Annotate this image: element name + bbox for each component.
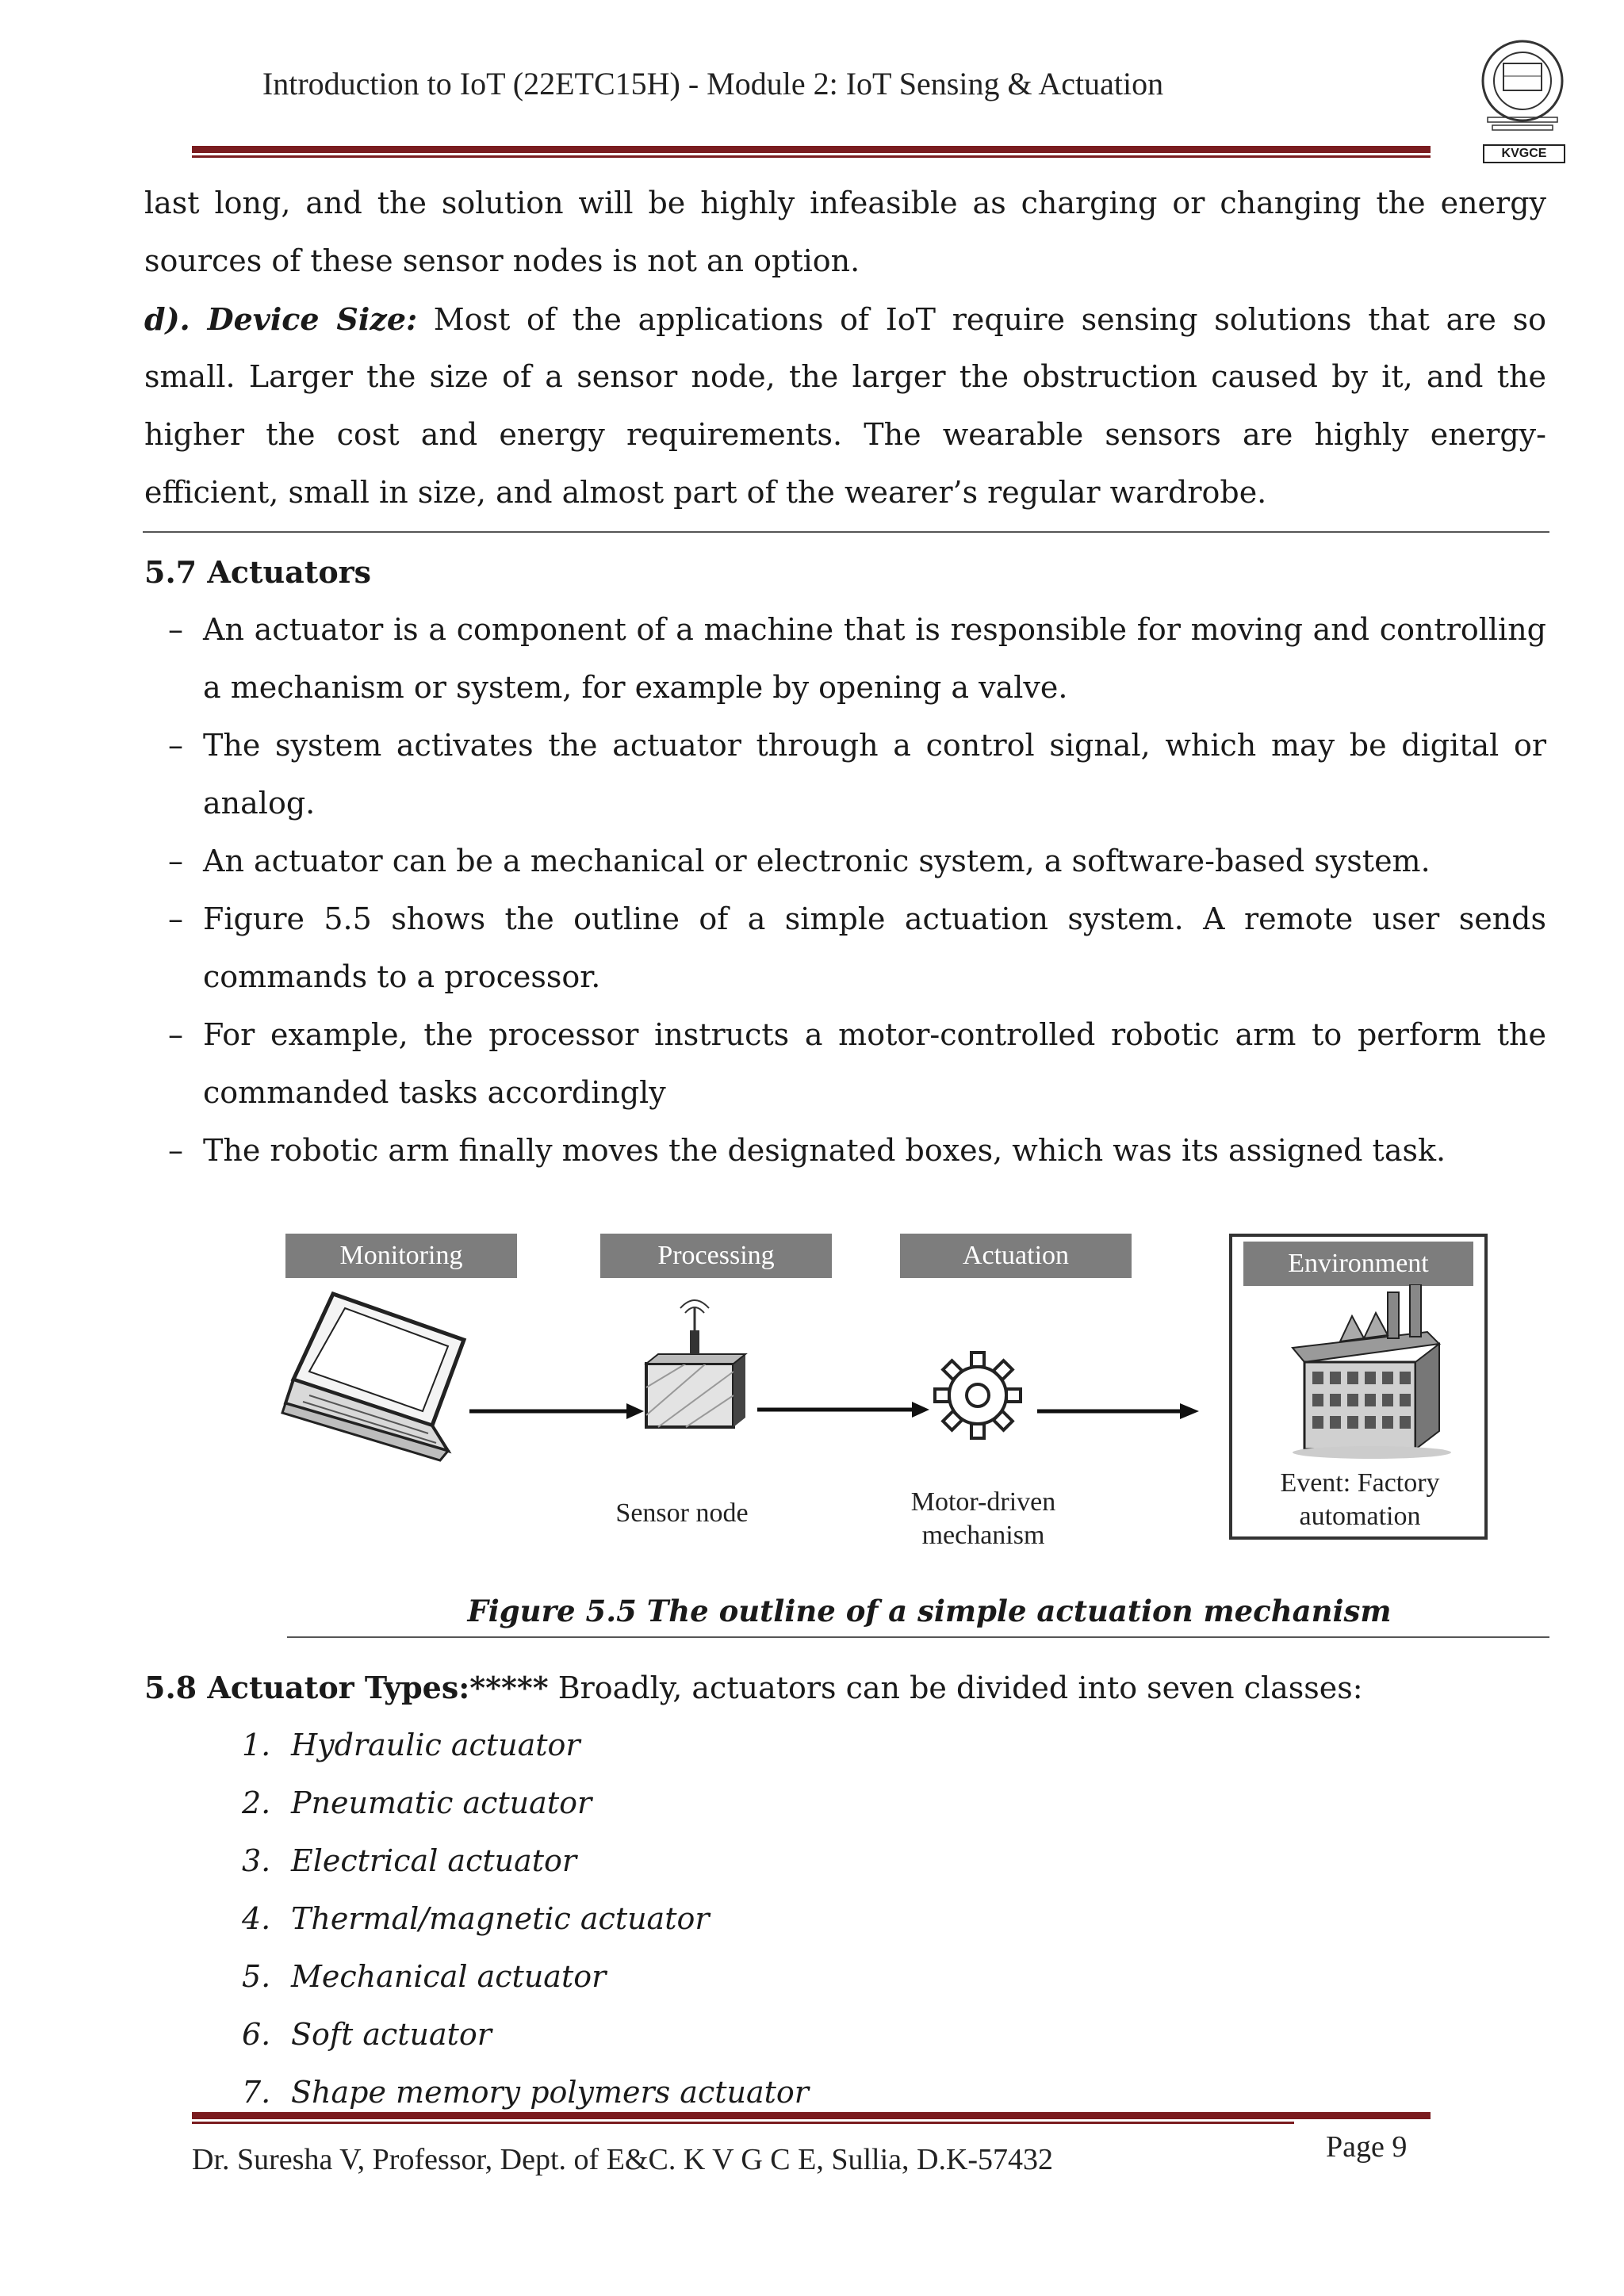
bullet-item [168, 832, 1546, 890]
list-item [242, 1948, 606, 2006]
figure-caption-rule [287, 1636, 1549, 1638]
device-size-label: d). Device Size: [144, 301, 418, 337]
motor-caption-line-2: mechanism [921, 1521, 1045, 1550]
bullet-item [168, 1122, 1546, 1180]
bullet-text: An actuator can be a mechanical or electronic system, a software-based system. [203, 844, 1431, 878]
laptop-icon [282, 1294, 464, 1460]
arrow-head [626, 1403, 644, 1419]
list-label: Thermal/magnetic actuator [291, 1901, 710, 1936]
bullet-text: An actuator is a component of a machine that is responsible for moving and controlling a mechanism or system, for example by opening a valve. [203, 612, 1546, 705]
device-size-line-3: higher the cost and energy requirements. The wearable sensors are highly energy- [144, 417, 1546, 452]
bullet-text: For example, the processor instructs a motor-controlled robotic arm to perform the commanded tasks accordingly [203, 1017, 1546, 1110]
college-logo [1469, 35, 1576, 162]
sensor-node-caption: Sensor node [615, 1498, 749, 1528]
sensor-node-icon [646, 1300, 745, 1427]
footer-author: Dr. Suresha V, Professor, Dept. of E&C. K V G C E, Sullia, D.K-57432 [192, 2143, 1054, 2176]
list-item [242, 2006, 492, 2064]
figure-caption: Figure 5.5 The outline of a simple actuation mechanism [467, 1594, 1392, 1628]
figure-label-monitoring: Monitoring [285, 1234, 517, 1278]
section-heading-actuator-types: 5.8 Actuator Types:***** [144, 1670, 549, 1705]
footer-rule-thin [192, 2122, 1294, 2124]
event-caption-line-1: Event: Factory [1280, 1468, 1440, 1498]
page-header-title: Introduction to IoT (22ETC15H) - Module 2: IoT Sensing & Actuation [262, 66, 1164, 101]
arrow-head [912, 1402, 929, 1418]
intro-line-1: last long, and the solution will be highly infeasible as charging or changing the energy [144, 186, 1546, 220]
gear-icon [935, 1353, 1021, 1438]
bullet-text: The system activates the actuator through a control signal, which may be digital or analog. [203, 728, 1546, 821]
intro-line-2: sources of these sensor nodes is not an option. [144, 243, 860, 278]
page-number: Page 9 [1326, 2130, 1408, 2164]
bullet-dash: – [168, 1133, 183, 1168]
list-item [242, 1832, 576, 1890]
footer-rule [192, 2112, 1431, 2119]
bullet-text: Figure 5.5 shows the outline of a simple actuation system. A remote user sends commands to a processor. [203, 901, 1546, 994]
bullet-dash: – [168, 612, 183, 647]
figure-label-actuation: Actuation [900, 1234, 1132, 1278]
actuator-types-text: Broadly, actuators can be divided into seven classes: [548, 1670, 1363, 1705]
device-size-text: Most of the applications of IoT require sensing solutions that are so [417, 302, 1546, 337]
event-caption-line-2: automation [1299, 1502, 1421, 1531]
list-label: Mechanical actuator [291, 1959, 607, 1994]
list-item [242, 1716, 580, 1774]
bullet-dash: – [168, 844, 183, 878]
list-number: 2. [242, 1785, 271, 1820]
header-rule-thin [192, 155, 1431, 158]
list-number: 3. [242, 1843, 271, 1878]
list-item [242, 1890, 710, 1948]
logo-wordmark: KVGCE [1483, 144, 1565, 163]
list-number: 1. [242, 1728, 271, 1762]
device-size-line-4: efficient, small in size, and almost part of the wearer’s regular wardrobe. [144, 475, 1267, 510]
actuator-types-intro [144, 1659, 1546, 1717]
bullet-text: The robotic arm finally moves the designated boxes, which was its assigned task. [203, 1133, 1446, 1168]
list-label: Shape memory polymers actuator [291, 2075, 809, 2110]
motor-caption-line-1: Motor-driven [910, 1487, 1056, 1517]
arrow-head [1180, 1403, 1199, 1419]
list-label: Hydraulic actuator [291, 1728, 580, 1762]
bullet-dash: – [168, 728, 183, 763]
list-number: 6. [242, 2017, 271, 2052]
list-number: 5. [242, 1959, 271, 1994]
factory-icon [1293, 1284, 1451, 1459]
list-label: Pneumatic actuator [291, 1785, 592, 1820]
figure-label-environment: Environment [1243, 1242, 1473, 1286]
bullet-item [168, 717, 1546, 832]
bullet-item [168, 1006, 1546, 1122]
list-item [242, 1774, 592, 1832]
bullet-item [168, 601, 1546, 717]
list-label: Electrical actuator [291, 1843, 577, 1878]
list-number: 4. [242, 1901, 271, 1936]
list-label: Soft actuator [291, 2017, 492, 2052]
figure-label-processing: Processing [600, 1234, 832, 1278]
section-divider [143, 531, 1549, 533]
header-rule [192, 146, 1431, 153]
section-heading-actuators: 5.7 Actuators [144, 554, 372, 590]
bullet-dash: – [168, 901, 183, 936]
bullet-dash: – [168, 1017, 183, 1052]
list-number: 7. [242, 2075, 271, 2110]
device-size-line-1 [144, 290, 1546, 349]
bullet-item [168, 890, 1546, 1006]
device-size-line-2: small. Larger the size of a sensor node, the larger the obstruction caused by it, and the [144, 359, 1546, 394]
